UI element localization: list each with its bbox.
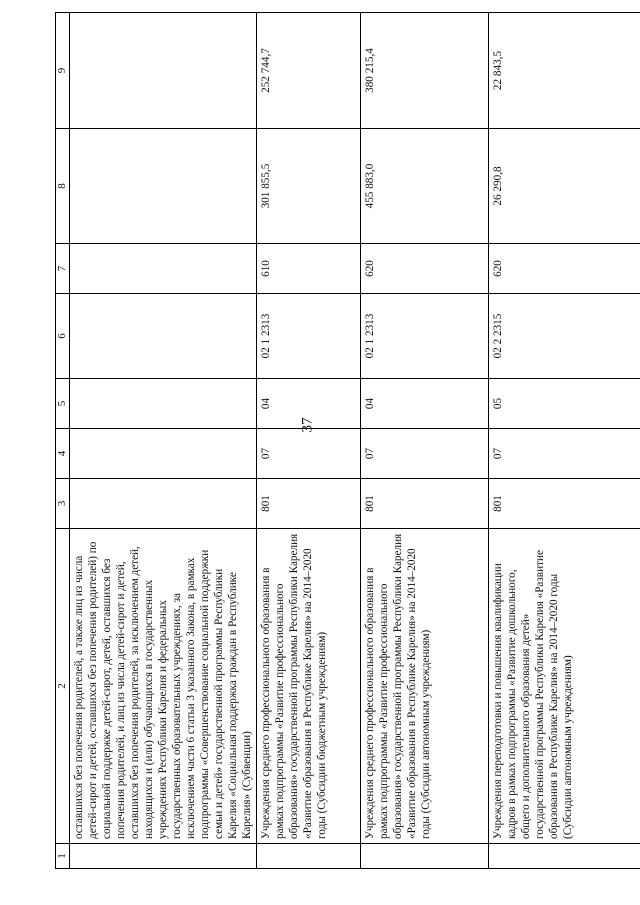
cell-description: оставшихся без попечения родителей, а также лиц из числа детей-сирот и детей, оставшихся без попечения родителей) по социальной поддержке детей-сирот, детей, оставшихся без попечения родителей, и лиц из числа детей-сирот и детей, оставшихся без попечения родителей, за исключением детей, находящихся и (или) обучающихся в государственных учреждениях Республики Карелия и федеральных государственных образовательных учреждениях, за исключением части 6 статьи 3 указанного Закона, в рамках подпрограммы «Совершенствование социальной поддержки семьи и детей» государственной программы Республики Карелия «Социальная поддержка граждан в Республике Карелия» (Субвенции) — [70, 529, 257, 844]
cell-amount-9: 380 215,4 — [361, 13, 489, 129]
cell-subsection: 04 — [257, 379, 361, 429]
cell-amount-9 — [70, 13, 257, 129]
table-row — [489, 13, 640, 869]
cell-description: Учреждения среднего профессионального образования в рамках подпрограммы «Развитие профессионального образования» государственной программы Республики Карелия «Развитие образования в Республике Карелия» на 2014–2020 годы (Субсидии бюджетным учреждениям) — [257, 529, 361, 844]
cell-section: 07 — [489, 429, 640, 479]
table-row — [257, 13, 361, 869]
cell-amount-8: 301 855,5 — [257, 129, 361, 244]
cell-col1 — [489, 844, 640, 869]
header-row — [56, 13, 70, 869]
header-cell: 8 — [56, 129, 70, 244]
cell-section: 07 — [361, 429, 489, 479]
cell-ministry-code: 801 — [361, 479, 489, 529]
cell-target-article — [70, 294, 257, 379]
header-cell: 9 — [56, 13, 70, 129]
cell-expense-type: 620 — [361, 244, 489, 294]
cell-amount-8 — [70, 129, 257, 244]
cell-ministry-code — [70, 479, 257, 529]
cell-expense-type: 610 — [257, 244, 361, 294]
cell-ministry-code: 801 — [489, 479, 640, 529]
cell-target-article: 02 2 2315 — [489, 294, 640, 379]
cell-subsection — [70, 379, 257, 429]
cell-amount-8: 26 290,8 — [489, 129, 640, 244]
cell-subsection: 05 — [489, 379, 640, 429]
header-cell: 7 — [56, 244, 70, 294]
budget-table — [55, 12, 640, 869]
cell-col1 — [257, 844, 361, 869]
cell-col1 — [70, 844, 257, 869]
header-cell: 3 — [56, 479, 70, 529]
cell-ministry-code: 801 — [257, 479, 361, 529]
cell-section: 07 — [257, 429, 361, 479]
cell-col1 — [361, 844, 489, 869]
cell-subsection: 04 — [361, 379, 489, 429]
cell-expense-type: 620 — [489, 244, 640, 294]
cell-amount-9: 22 843,5 — [489, 13, 640, 129]
cell-amount-8: 455 883,0 — [361, 129, 489, 244]
header-cell: 4 — [56, 429, 70, 479]
header-cell: 1 — [56, 844, 70, 869]
cell-description: Учреждения переподготовки и повышения квалификации кадров в рамках подпрограммы «Развитие дошкольного, общего и дополнительного образования детей» государственной программы Республики Карелия «Развитие образования в Республике Карелия» на 2014–2020 годы (Субсидии автономным учреждениям) — [489, 529, 640, 844]
table-row — [361, 13, 489, 869]
cell-section — [70, 429, 257, 479]
header-cell: 5 — [56, 379, 70, 429]
cell-description: Учреждения среднего профессионального образования в рамках подпрограммы «Развитие профессионального образования» государственной программы Республики Карелия «Развитие образования в Республике Карелия» на 2014–2020 годы (Субсидии автономным учреждениям) — [361, 529, 489, 844]
cell-target-article: 02 1 2313 — [361, 294, 489, 379]
table-row — [70, 13, 257, 869]
cell-target-article: 02 1 2313 — [257, 294, 361, 379]
header-cell: 6 — [56, 294, 70, 379]
budget-table-container — [55, 13, 630, 869]
cell-expense-type — [70, 244, 257, 294]
page-number: 37 — [299, 417, 316, 433]
header-cell: 2 — [56, 529, 70, 844]
cell-amount-9: 252 744,7 — [257, 13, 361, 129]
